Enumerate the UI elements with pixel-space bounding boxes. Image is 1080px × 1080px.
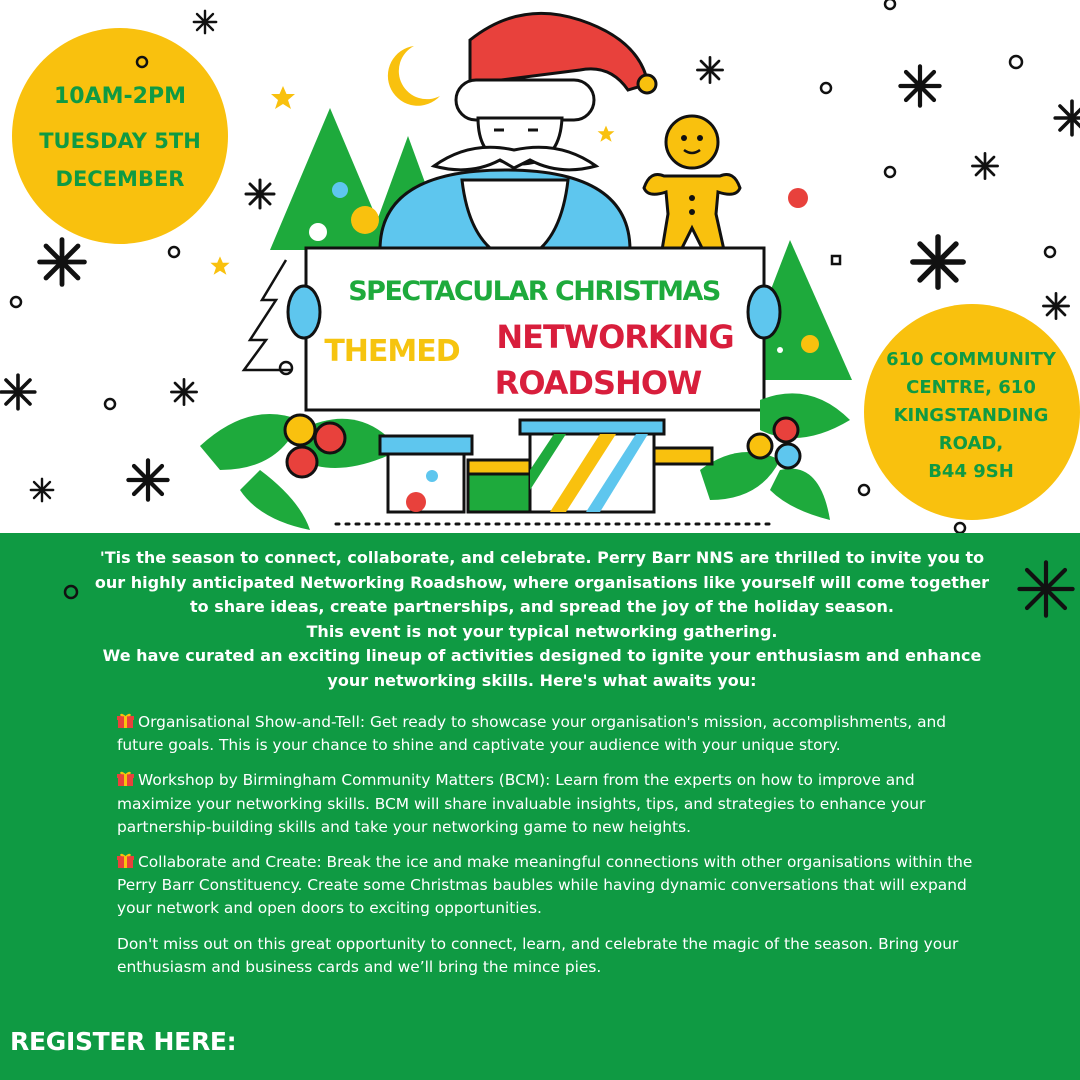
address-line: 610 COMMUNITY: [886, 349, 1056, 370]
sparkle-icon: [1019, 562, 1072, 615]
event-time: 10AM-2PM: [54, 84, 186, 109]
activity-item: [117, 851, 977, 921]
title-networking: NETWORKING: [496, 318, 734, 356]
sparkle-icon: [40, 240, 85, 285]
activity-text: Organisational Show-and-Tell: Get ready to showcase your organisation's mission, accomplishments, and future goals. This is your chance to shine and captivate your audience with your unique story.: [117, 713, 947, 755]
activity-text: Workshop by Birmingham Community Matters (BCM): Learn from the experts on how to improve and maximize your networking skills. BCM will share invaluable insights, tips, and strategies to enhance your partnership-building skills and take your networking game to new heights.: [117, 771, 926, 836]
sparkle-icon: [1043, 293, 1068, 318]
gift-icon: [117, 852, 134, 869]
activity-text: Collaborate and Create: Break the ice and make meaningful connections with other organisations within the Perry Barr Constituency. Create some Christmas baubles while having dynamic conversations that will expand your network and open doors to exciting opportunities.: [117, 853, 973, 918]
ring-icon: [65, 586, 77, 598]
intro-paragraph: This event is not your typical networking gathering.: [306, 621, 778, 641]
address-badge-circle: [864, 304, 1080, 520]
title-themed: THEMED: [324, 334, 460, 369]
santa-hand-left: [288, 286, 320, 338]
details-panel: [0, 533, 1080, 1080]
star-icon: [210, 256, 229, 274]
sparkle-icon: [1055, 101, 1080, 135]
sparkle-icon: [171, 379, 196, 404]
address-line: B44 9SH: [928, 461, 1014, 482]
moon-icon: [388, 46, 440, 106]
sparkle-icon: [913, 237, 963, 287]
tree-outline-icon: [244, 260, 292, 370]
sparkle-icon: [128, 460, 167, 499]
star-icon: [271, 86, 295, 109]
address-line: ROAD,: [938, 433, 1004, 454]
star-icon: [598, 126, 615, 142]
santa-hand-right: [748, 286, 780, 338]
sparkle-icon: [697, 57, 722, 82]
intro-text: [92, 546, 992, 693]
gift-icon: [117, 712, 134, 729]
holly-icon: [700, 393, 850, 520]
activity-list: [117, 711, 977, 979]
date-badge-circle: [12, 28, 228, 244]
intro-paragraph: We have curated an exciting lineup of activities designed to ignite your enthusiasm and enhance your networking skills. Here's what awaits you:: [102, 646, 982, 690]
santa-icon: [380, 13, 656, 262]
sparkle-icon: [246, 180, 274, 208]
event-day: TUESDAY 5TH: [39, 129, 201, 153]
title-sign: [306, 248, 764, 410]
closing-text: Don't miss out on this great opportunity to connect, learn, and celebrate the magic of the season. Bring your enthusiasm and business cards and we’ll bring the mince pies.: [117, 934, 959, 976]
register-link[interactable]: REGISTER HERE:: [10, 1027, 237, 1056]
sparkle-icon: [1, 375, 35, 409]
sparkle-icon: [900, 66, 939, 105]
address-line: CENTRE, 610: [906, 377, 1036, 398]
sparkle-icon: [31, 479, 53, 501]
presents-icon: [380, 420, 712, 512]
intro-paragraph: 'Tis the season to connect, collaborate, and celebrate. Perry Barr NNS are thrilled to invite you to our highly anticipated Networking Roadshow, where organisations like yourself will come together to share ideas, create partnerships, and spread the joy of the holiday season.: [94, 548, 990, 616]
address-line: KINGSTANDING: [893, 405, 1049, 426]
title-roadshow: ROADSHOW: [494, 364, 702, 402]
sparkle-icon: [194, 11, 216, 33]
gingerbread-icon: [644, 116, 740, 252]
gift-icon: [117, 770, 134, 787]
activity-item: [117, 769, 977, 839]
sparkle-icon: [972, 153, 997, 178]
activity-item: [117, 711, 977, 757]
holly-icon: [200, 414, 400, 530]
event-month: DECEMBER: [55, 167, 185, 191]
title-line-1: SPECTACULAR CHRISTMAS: [348, 276, 720, 307]
